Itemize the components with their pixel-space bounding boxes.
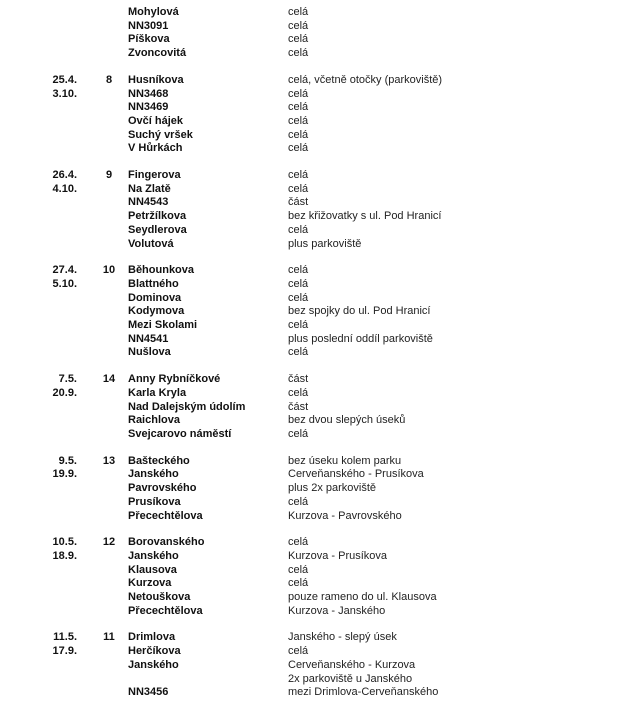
cleaning-date: 20.9.	[52, 386, 77, 399]
cleaning-scope: část	[288, 196, 309, 209]
street-name: Ovčí hájek	[128, 114, 184, 127]
schedule-row	[0, 631, 624, 645]
schedule-row	[0, 468, 624, 482]
street-name: Kurzova	[128, 577, 172, 590]
street-name: Běhounkova	[128, 264, 195, 277]
street-name	[128, 673, 288, 687]
cleaning-block	[0, 74, 624, 156]
schedule-row	[0, 645, 624, 659]
group-number	[77, 564, 128, 578]
cleaning-scope: celá	[288, 47, 309, 60]
schedule-row	[0, 88, 624, 102]
schedule-row	[0, 387, 624, 401]
cleaning-date: 5.10.	[52, 277, 77, 290]
group-number	[77, 6, 128, 20]
cleaning-date	[0, 428, 77, 442]
cleaning-scope: bez křižovatky s ul. Pod Hranicí	[288, 210, 442, 223]
street-name: Zvoncovitá	[128, 47, 187, 60]
schedule-row	[0, 238, 624, 252]
street-name: Přecechtělova	[128, 604, 203, 617]
group-number	[77, 47, 128, 61]
cleaning-scope: část	[288, 400, 309, 413]
cleaning-date	[0, 210, 77, 224]
cleaning-scope: plus parkoviště	[288, 237, 362, 250]
cleaning-block	[0, 631, 624, 700]
group-number	[77, 428, 128, 442]
cleaning-date: 18.9.	[52, 549, 77, 562]
group-number	[77, 510, 128, 524]
group-number	[77, 142, 128, 156]
schedule-row	[0, 74, 624, 88]
cleaning-scope: celá	[288, 577, 309, 590]
cleaning-date: 19.9.	[52, 468, 77, 481]
street-name: Dominova	[128, 291, 182, 304]
cleaning-scope: celá	[288, 319, 309, 332]
group-number: 14	[102, 373, 116, 386]
group-number	[77, 659, 128, 673]
group-number	[77, 333, 128, 347]
street-name: Bašteckého	[128, 454, 190, 467]
cleaning-scope: Kurzova - Janského	[288, 604, 386, 617]
street-name: NN3469	[128, 101, 169, 114]
cleaning-date: 3.10.	[52, 87, 77, 100]
street-name: V Hůrkách	[128, 142, 183, 155]
street-name: Raichlova	[128, 414, 180, 427]
cleaning-date	[0, 686, 77, 700]
schedule-row	[0, 428, 624, 442]
group-number	[77, 224, 128, 238]
street-name: NN4541	[128, 332, 169, 345]
cleaning-date	[0, 659, 77, 673]
group-number	[77, 414, 128, 428]
group-number	[77, 88, 128, 102]
street-name: Volutová	[128, 237, 174, 250]
street-name: Seydlerova	[128, 223, 187, 236]
schedule-row	[0, 550, 624, 564]
street-name: Fingerova	[128, 169, 181, 182]
cleaning-date	[0, 224, 77, 238]
group-number: 12	[102, 536, 116, 549]
cleaning-scope: celá	[288, 182, 309, 195]
group-number	[77, 496, 128, 510]
street-name: Pavrovského	[128, 482, 197, 495]
cleaning-date	[0, 238, 77, 252]
cleaning-date	[0, 414, 77, 428]
group-number	[77, 101, 128, 115]
street-name: Janského	[128, 468, 179, 481]
cleaning-scope: Cerveňanského - Prusíkova	[288, 468, 424, 481]
street-name: Kodymova	[128, 305, 185, 318]
schedule-row	[0, 346, 624, 360]
street-name: Blattného	[128, 277, 179, 290]
cleaning-date	[0, 292, 77, 306]
cleaning-scope: celá	[288, 19, 309, 32]
cleaning-scope: pouze rameno do ul. Klausova	[288, 591, 437, 604]
cleaning-scope: celá	[288, 495, 309, 508]
cleaning-block	[0, 373, 624, 442]
schedule-row	[0, 196, 624, 210]
street-name: Janského	[128, 658, 179, 671]
cleaning-date	[0, 33, 77, 47]
street-name: Anny Rybníčkové	[128, 373, 221, 386]
cleaning-date	[0, 196, 77, 210]
cleaning-scope: celá	[288, 101, 309, 114]
street-name: Klausova	[128, 563, 177, 576]
cleaning-scope: bez úseku kolem parku	[288, 454, 402, 467]
cleaning-date	[0, 115, 77, 129]
cleaning-block	[0, 264, 624, 360]
group-number: 9	[105, 169, 113, 182]
street-name: Mezi Skolami	[128, 319, 198, 332]
cleaning-date	[0, 496, 77, 510]
cleaning-date	[0, 482, 77, 496]
group-number	[77, 183, 128, 197]
schedule-row	[0, 591, 624, 605]
group-number	[77, 238, 128, 252]
group-number	[77, 387, 128, 401]
group-number: 11	[103, 631, 115, 644]
schedule-row	[0, 6, 624, 20]
group-number	[77, 591, 128, 605]
schedule-row	[0, 264, 624, 278]
cleaning-scope: 2x parkoviště u Janského	[288, 672, 413, 685]
cleaning-scope: bez spojky do ul. Pod Hranicí	[288, 305, 431, 318]
cleaning-scope: celá	[288, 645, 309, 658]
cleaning-scope: plus 2x parkoviště	[288, 482, 377, 495]
schedule-row	[0, 333, 624, 347]
group-number	[77, 33, 128, 47]
group-number	[77, 482, 128, 496]
street-name: Nad Dalejským údolím	[128, 400, 246, 413]
cleaning-date	[0, 129, 77, 143]
schedule-row	[0, 33, 624, 47]
group-number	[77, 196, 128, 210]
schedule-row	[0, 659, 624, 673]
street-name: Na Zlatě	[128, 182, 171, 195]
group-number	[77, 346, 128, 360]
cleaning-date: 9.5.	[58, 454, 77, 467]
cleaning-scope: bez dvou slepých úseků	[288, 414, 406, 427]
cleaning-date	[0, 605, 77, 619]
cleaning-block	[0, 169, 624, 251]
schedule-row	[0, 564, 624, 578]
schedule-row	[0, 101, 624, 115]
cleaning-scope: Kurzova - Prusíkova	[288, 549, 388, 562]
street-name: Mohylová	[128, 6, 179, 18]
schedule-row	[0, 292, 624, 306]
schedule-row	[0, 278, 624, 292]
schedule-row	[0, 224, 624, 238]
cleaning-date	[0, 6, 77, 20]
cleaning-scope: celá	[288, 114, 309, 127]
schedule-row	[0, 115, 624, 129]
group-number	[77, 686, 128, 700]
cleaning-date	[0, 577, 77, 591]
schedule-row	[0, 129, 624, 143]
cleaning-scope: celá	[288, 223, 309, 236]
schedule-row	[0, 482, 624, 496]
cleaning-date	[0, 142, 77, 156]
schedule-row	[0, 673, 624, 687]
schedule-row	[0, 414, 624, 428]
cleaning-date: 10.5.	[52, 536, 77, 549]
cleaning-scope: Kurzova - Pavrovského	[288, 509, 402, 522]
cleaning-date	[0, 333, 77, 347]
cleaning-scope: celá	[288, 291, 309, 304]
group-number	[77, 550, 128, 564]
group-number: 8	[105, 73, 113, 86]
group-number	[77, 645, 128, 659]
group-number: 10	[102, 264, 116, 277]
cleaning-scope: celá	[288, 128, 309, 141]
cleaning-scope: celá	[288, 142, 309, 155]
street-name: Netouškova	[128, 591, 191, 604]
cleaning-scope: celá	[288, 87, 309, 100]
schedule-row	[0, 373, 624, 387]
street-name: Nušlova	[128, 346, 171, 359]
schedule-row	[0, 510, 624, 524]
schedule-row	[0, 142, 624, 156]
street-name: NN4543	[128, 196, 169, 209]
schedule-row	[0, 47, 624, 61]
group-number	[77, 401, 128, 415]
group-number	[77, 577, 128, 591]
street-name: Svejcarovo náměstí	[128, 427, 232, 440]
street-name: NN3091	[128, 19, 169, 32]
cleaning-scope: celá	[288, 386, 309, 399]
schedule-row	[0, 686, 624, 700]
cleaning-date	[0, 20, 77, 34]
group-number	[77, 20, 128, 34]
schedule-row	[0, 210, 624, 224]
cleaning-block	[0, 6, 624, 61]
cleaning-scope: celá	[288, 427, 309, 440]
cleaning-scope: mezi Drimlova-Cerveňanského	[288, 686, 439, 699]
street-name: NN3468	[128, 87, 169, 100]
cleaning-date	[0, 401, 77, 415]
group-number	[77, 115, 128, 129]
cleaning-date	[0, 510, 77, 524]
schedule-row	[0, 20, 624, 34]
schedule-row	[0, 496, 624, 510]
cleaning-scope: Cerveňanského - Kurzova	[288, 658, 416, 671]
cleaning-date	[0, 305, 77, 319]
cleaning-date	[0, 47, 77, 61]
cleaning-scope: celá	[288, 277, 309, 290]
schedule-row	[0, 536, 624, 550]
cleaning-scope: celá	[288, 563, 309, 576]
cleaning-date: 17.9.	[52, 645, 77, 658]
cleaning-date: 11.5.	[53, 631, 77, 644]
cleaning-scope: celá	[288, 33, 309, 46]
schedule-row	[0, 319, 624, 333]
street-name: Píškova	[128, 33, 170, 46]
cleaning-date	[0, 591, 77, 605]
cleaning-scope: celá, včetně otočky (parkoviště)	[288, 73, 443, 86]
street-name: NN3456	[128, 686, 169, 699]
street-name: Husníkova	[128, 73, 184, 86]
group-number	[77, 605, 128, 619]
street-name: Janského	[128, 549, 179, 562]
street-name: Herčíkova	[128, 645, 181, 658]
cleaning-scope: plus poslední oddíl parkoviště	[288, 332, 433, 345]
cleaning-scope: celá	[288, 264, 309, 277]
cleaning-date	[0, 101, 77, 115]
cleaning-scope: část	[288, 373, 309, 386]
cleaning-date: 7.5.	[58, 373, 77, 386]
street-name: Drimlova	[128, 631, 176, 644]
street-name: Karla Kryla	[128, 386, 187, 399]
schedule-row	[0, 169, 624, 183]
street-name: Přecechtělova	[128, 509, 203, 522]
group-number	[77, 210, 128, 224]
street-name: Suchý vršek	[128, 128, 193, 141]
group-number	[77, 319, 128, 333]
cleaning-date	[0, 564, 77, 578]
schedule-row	[0, 401, 624, 415]
group-number	[77, 468, 128, 482]
group-number	[77, 292, 128, 306]
group-number	[77, 305, 128, 319]
group-number: 13	[102, 454, 116, 467]
cleaning-date	[0, 346, 77, 360]
cleaning-date	[0, 673, 77, 687]
cleaning-block	[0, 536, 624, 618]
cleaning-scope: Janského - slepý úsek	[288, 631, 397, 644]
street-name: Petržílkova	[128, 210, 187, 223]
cleaning-date: 27.4.	[52, 264, 77, 277]
cleaning-date	[0, 319, 77, 333]
cleaning-date: 26.4.	[52, 169, 77, 182]
group-number	[77, 129, 128, 143]
cleaning-scope: celá	[288, 536, 309, 549]
schedule-row	[0, 455, 624, 469]
cleaning-scope: celá	[288, 169, 309, 182]
cleaning-scope: celá	[288, 346, 309, 359]
schedule-row	[0, 577, 624, 591]
street-name: Prusíkova	[128, 495, 181, 508]
street-name: Borovanského	[128, 536, 205, 549]
group-number	[77, 278, 128, 292]
schedule-row	[0, 605, 624, 619]
cleaning-date: 25.4.	[52, 73, 77, 86]
cleaning-block	[0, 455, 624, 524]
schedule-row	[0, 305, 624, 319]
cleaning-scope: celá	[288, 6, 309, 18]
cleaning-date: 4.10.	[52, 182, 77, 195]
schedule-row	[0, 183, 624, 197]
group-number	[77, 673, 128, 687]
